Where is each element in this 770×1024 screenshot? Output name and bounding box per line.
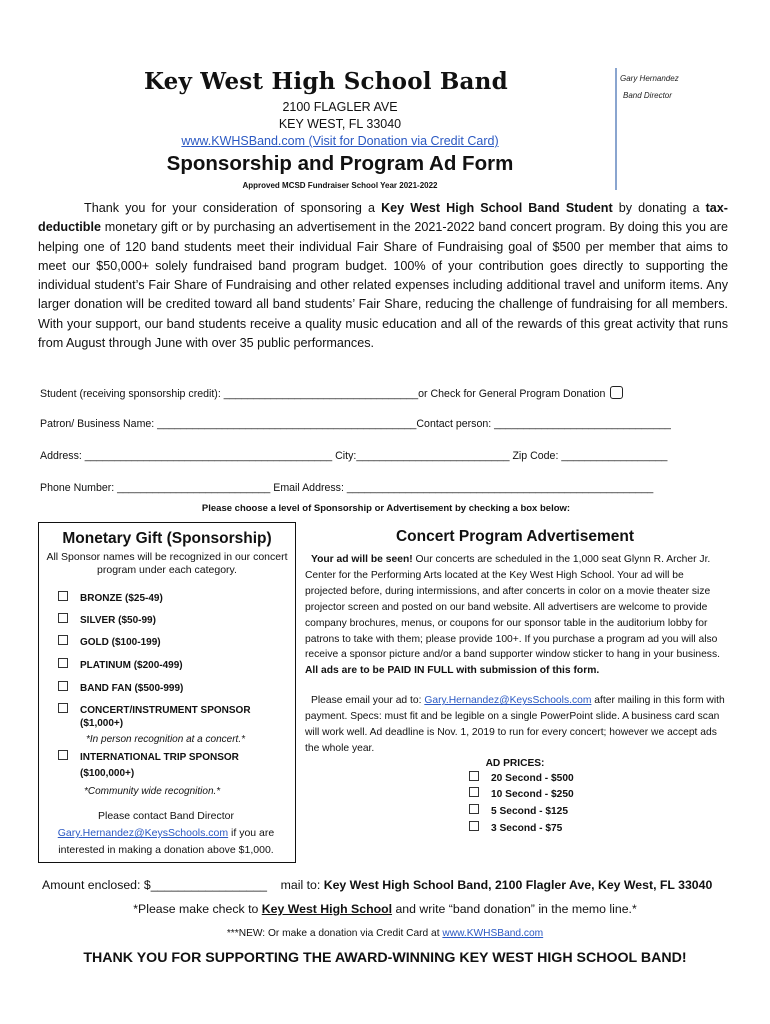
price-5-second[interactable]: 5 Second - $125 xyxy=(469,804,725,821)
intl-sponsor-checkbox[interactable] xyxy=(58,750,68,760)
level-bronze[interactable]: BRONZE ($25-49) xyxy=(58,591,163,604)
price-3-checkbox[interactable] xyxy=(469,821,479,831)
level-intl-sponsor[interactable]: INTERNATIONAL TRIP SPONSOR xyxy=(58,750,239,763)
intro-paragraph: Thank you for your consideration of sponsoring a Key West High School Band Student by donating a tax-deductible monetary gift or by purchasing an advertisement in the 2021-2022 band concert program. By doing this you are helping one of 120 band students meet their individual Fair Share of Fundraising goal of $500 per member that aims to meet our $50,000+ solely fundraised band program budget. 100% of your contribution goes directly to supporting the individual student’s Fair Share of Fundraising and other related expenses including additional travel and uniform items. Any larger donation will be credited toward all band students’ Fair Share, reducing the challenge of fundraising for all members. With your support, our band students receive a quality music education and all of the rewards of this great activity that runs from August through June with over 35 public performances. xyxy=(38,201,729,351)
memo-instruction: *Please make check to Key West High School and write “band donation” in the memo line.* xyxy=(133,902,637,916)
gold-checkbox[interactable] xyxy=(58,635,68,645)
ad-description: Your ad will be seen! Our concerts are scheduled in the 1,000 seat Glynn R. Archer Jr. Center for the Performing Arts located at the Key West High School. Your ad will be projected before, during intermissions, and after concerts in color on a movie theater size projector screen and posted on our band website. All advertisers are welcome to provide company brochures, menus, or coupons for our sponsor table in the auditorium lobby for patrons to take with them; please provide 100+. If you purchase a program ad you will also receive a sponsor picture and/or a band supporter window sticker to hang in your business. All ads are to be PAID IN FULL with submission of this form. xyxy=(305,554,720,677)
ad-heading: Concert Program Advertisement xyxy=(395,528,635,545)
amount-line: Amount enclosed: $_________________ mail to: Key West High School Band, 2100 Flagler Ave, Key West, FL 33040 xyxy=(42,878,713,892)
director-block xyxy=(620,70,679,104)
address-line-1: 2100 FLAGLER AVE xyxy=(282,100,398,114)
price-20-checkbox[interactable] xyxy=(469,771,479,781)
gift-note: All Sponsor names will be recognized in our concert program under each category. xyxy=(46,551,288,576)
intl-sponsor-note: *Community wide recognition.* xyxy=(84,786,221,797)
silver-checkbox[interactable] xyxy=(58,613,68,623)
website-link[interactable]: www.KWHSBand.com (Visit for Donation via Credit Card) xyxy=(181,134,499,148)
student-field[interactable]: Student (receiving sponsorship credit): _________________________________or Check for General Program Donation xyxy=(40,386,623,400)
contact-email-link[interactable]: Gary.Hernandez@KeysSchools.com xyxy=(57,827,229,839)
patron-field[interactable]: Patron/ Business Name: ____________________________________________Contact person: ______________________________ xyxy=(40,418,671,430)
credit-card-note: ***NEW: Or make a donation via Credit Card at www.KWHSBand.com xyxy=(226,928,544,939)
bronze-checkbox[interactable] xyxy=(58,591,68,601)
price-3-second[interactable]: 3 Second - $75 xyxy=(469,821,725,838)
platinum-checkbox[interactable] xyxy=(58,658,68,668)
director-name: Gary Hernandez xyxy=(620,74,679,83)
director-title: Band Director xyxy=(623,91,672,100)
thank-you-banner: THANK YOU FOR SUPPORTING THE AWARD-WINNING KEY WEST HIGH SCHOOL BAND! xyxy=(83,950,687,966)
divider xyxy=(615,68,617,190)
phone-email-field[interactable]: Phone Number: __________________________ Email Address: ____________________________________________________ xyxy=(40,482,654,494)
concert-sponsor-amount: ($1,000+) xyxy=(80,718,124,729)
price-5-checkbox[interactable] xyxy=(469,804,479,814)
address-line-2: KEY WEST, FL 33040 xyxy=(278,117,402,131)
concert-sponsor-note: *In person recognition at a concert.* xyxy=(86,734,245,745)
contact-note: Please contact Band Director Gary.Hernandez@KeysSchools.com if you are interested in making a donation above $1,000. xyxy=(57,810,275,856)
concert-sponsor-checkbox[interactable] xyxy=(58,703,68,713)
ad-prices-heading: AD PRICES: xyxy=(485,757,545,769)
gift-heading: Monetary Gift (Sponsorship) xyxy=(62,530,272,547)
level-gold[interactable]: GOLD ($100-199) xyxy=(58,635,161,648)
amount-enclosed-field[interactable]: Amount enclosed: $_________________ xyxy=(42,878,267,892)
level-silver[interactable]: SILVER ($50-99) xyxy=(58,613,156,626)
choose-instruction: Please choose a level of Sponsorship or Advertisement by checking a box below: xyxy=(201,503,571,514)
band-fan-checkbox[interactable] xyxy=(58,681,68,691)
approved-note: Approved MCSD Fundraiser School Year 2021-2022 xyxy=(242,181,438,190)
level-concert-sponsor[interactable]: CONCERT/INSTRUMENT SPONSOR xyxy=(58,703,251,716)
price-10-checkbox[interactable] xyxy=(469,787,479,797)
ad-email-link[interactable]: Gary.Hernandez@KeysSchools.com xyxy=(424,695,592,707)
level-platinum[interactable]: PLATINUM ($200-499) xyxy=(58,658,183,671)
form-title: Sponsorship and Program Ad Form xyxy=(166,152,514,175)
ad-section xyxy=(305,528,725,837)
intl-sponsor-amount: ($100,000+) xyxy=(80,768,135,779)
price-10-second[interactable]: 10 Second - $250 xyxy=(469,787,725,804)
price-20-second[interactable]: 20 Second - $500 xyxy=(469,771,725,788)
general-donation-checkbox[interactable] xyxy=(610,386,623,399)
address-field[interactable]: Address: __________________________________________ City:__________________________ Zip Code: __________________ xyxy=(40,450,668,462)
school-title: Key West High School Band xyxy=(144,68,508,95)
level-band-fan[interactable]: BAND FAN ($500-999) xyxy=(58,681,183,694)
footer-website-link[interactable]: www.KWHSBand.com xyxy=(442,928,544,939)
ad-email-instructions: Please email your ad to: Gary.Hernandez@KeysSchools.com after mailing in this form with payment. Specs: must fit and be legible on a single PowerPoint slide. A business card scan will work well. Ad deadline is Nov. 1, 2019 to run for every concert; however we accept ads the whole year. xyxy=(305,695,725,754)
